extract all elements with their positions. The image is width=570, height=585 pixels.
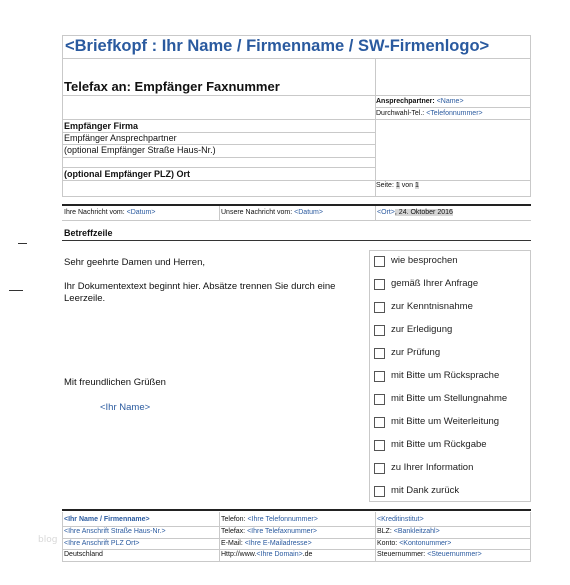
footer-bank[interactable]: <Kreditinstitut> [377,516,424,523]
watermark: blog [38,535,58,545]
checklist-left-border [369,250,370,502]
checklist-top-border [369,250,531,251]
footer-account [377,540,451,547]
subject-rule [62,240,531,241]
row-rule [62,119,531,120]
footer-divider [375,512,376,562]
row-rule [62,95,531,96]
footer-fax-label: Telefax: [221,528,246,535]
row-rule [62,196,531,197]
header-right-border [530,35,531,197]
header-column-divider [375,58,376,197]
footer-city[interactable]: <Ihre Anschrift PLZ Ort> [64,540,140,547]
reference-divider [375,206,376,220]
checklist-checkbox[interactable] [374,440,385,451]
row-rule [375,107,531,108]
footer-website [221,551,312,558]
footer-rule [62,538,531,539]
row-rule [62,167,375,168]
recipient-street: (optional Empfänger Straße Haus-Nr.) [64,145,216,155]
footer-web-domain[interactable]: <Ihre Domain> [256,551,303,558]
header-rule [62,58,531,59]
signature-name[interactable]: <Ihr Name> [100,402,151,413]
checklist-label: wie besprochen [391,255,458,266]
checklist-label: zur Erledigung [391,324,453,335]
subject-line: Betreffzeile [64,228,113,238]
page-label: Seite: [376,182,394,189]
footer-country: Deutschland [64,551,103,558]
checklist-checkbox[interactable] [374,371,385,382]
checklist-checkbox[interactable] [374,325,385,336]
footer-blz-label: BLZ: [377,528,392,535]
header-top-border [62,35,531,36]
checklist-bottom-border [369,501,531,502]
salutation: Sehr geehrte Damen und Herren, [64,257,205,268]
footer-tax [377,551,482,558]
checklist-checkbox[interactable] [374,279,385,290]
recipient-contact: Empfänger Ansprechpartner [64,133,177,143]
checklist-checkbox[interactable] [374,302,385,313]
reference-divider [219,206,220,220]
place-value[interactable]: <Ort> [377,209,395,216]
checklist-checkbox[interactable] [374,348,385,359]
checklist-label: mit Bitte um Rücksprache [391,370,500,381]
row-rule [62,220,531,221]
header-left-border [62,35,63,197]
checklist-checkbox[interactable] [374,486,385,497]
footer-tax-value[interactable]: <Steuernummer> [427,551,482,558]
checklist-label: zur Prüfung [391,347,441,358]
our-message-label: Unsere Nachricht vom: [221,209,293,216]
footer-phone-label: Telefon: [221,516,246,523]
footer-email-value[interactable]: <Ihre E-Mailadresse> [244,540,312,547]
page-current[interactable]: 1 [395,182,400,189]
footer-rule [62,526,531,527]
closing: Mit freundlichen Grüßen [64,377,166,388]
footer-email-label: E-Mail: [221,540,243,547]
footer-web-suffix: .de [302,551,313,558]
reference-top-rule [62,204,531,206]
checklist-label: mit Dank zurück [391,485,460,496]
your-message-label: Ihre Nachricht vom: [64,209,125,216]
recipient-company: Empfänger Firma [64,121,139,131]
contact-value[interactable]: <Name> [436,98,464,105]
direct-dial [376,110,483,117]
footer-blz [377,528,440,535]
body-text-line-1: Ihr Dokumentextext beginnt hier. Absätze trennen Sie durch eine [64,281,336,292]
footer-fax-value[interactable]: <Ihre Telefaxnummer> [247,528,317,535]
contact-person [376,98,464,105]
footer-divider [219,512,220,562]
checklist-label: gemäß Ihrer Anfrage [391,278,479,289]
page-counter [376,182,419,189]
footer-rule [62,561,531,562]
your-message [64,209,155,216]
footer-email [221,540,312,547]
row-rule [62,180,531,181]
our-message-date[interactable]: <Datum> [294,209,323,216]
direct-dial-value[interactable]: <Telefonnummer> [426,110,483,117]
direct-dial-label: Durchwahl-Tel.: [376,110,425,117]
footer-account-value[interactable]: <Kontonummer> [399,540,452,547]
your-message-date[interactable]: <Datum> [126,209,156,216]
footer-street[interactable]: <Ihre Anschrift Straße Haus-Nr.> [64,528,166,535]
letterhead-title: <Briefkopf : Ihr Name / Firmenname / SW-Firmenlogo> [65,37,490,55]
contact-label: Ansprechpartner: [376,98,435,105]
footer-left-border [62,512,63,562]
page-of: von [401,182,414,189]
recipient-city: (optional Empfänger PLZ) Ort [64,169,190,179]
fax-heading: Telefax an: Empfänger Faxnummer [64,79,280,94]
footer-tax-label: Steuernummer: [377,551,426,558]
page-total[interactable]: 1 [414,182,419,189]
footer-right-border [530,512,531,562]
checklist-label: zur Kenntnisnahme [391,301,473,312]
checklist-checkbox[interactable] [374,256,385,267]
date-value[interactable]: , 24. Oktober 2016 [394,209,453,216]
footer-name[interactable]: <Ihr Name / Firmenname> [64,516,150,523]
footer-blz-value[interactable]: <Bankleitzahl> [393,528,440,535]
checklist-label: zu Ihrer Information [391,462,474,473]
footer-phone-value[interactable]: <Ihre Telefonnummer> [247,516,318,523]
footer-rule [62,549,531,550]
our-message [221,209,323,216]
body-text-line-2: Leerzeile. [64,293,106,304]
footer-top-rule [62,509,531,511]
margin-mark-fold [18,243,27,244]
checklist-checkbox[interactable] [374,463,385,474]
footer-phone [221,516,318,523]
row-rule [62,157,375,158]
margin-mark-punch [9,290,23,291]
checklist-label: mit Bitte um Rückgabe [391,439,487,450]
checklist-label: mit Bitte um Weiterleitung [391,416,500,427]
footer-fax [221,528,317,535]
footer-web-prefix: Http://www. [221,551,257,558]
checklist-checkbox[interactable] [374,394,385,405]
checklist-label: mit Bitte um Stellungnahme [391,393,508,404]
place-date [377,209,453,216]
checklist-right-border [530,250,531,502]
checklist-checkbox[interactable] [374,417,385,428]
footer-account-label: Konto: [377,540,398,547]
